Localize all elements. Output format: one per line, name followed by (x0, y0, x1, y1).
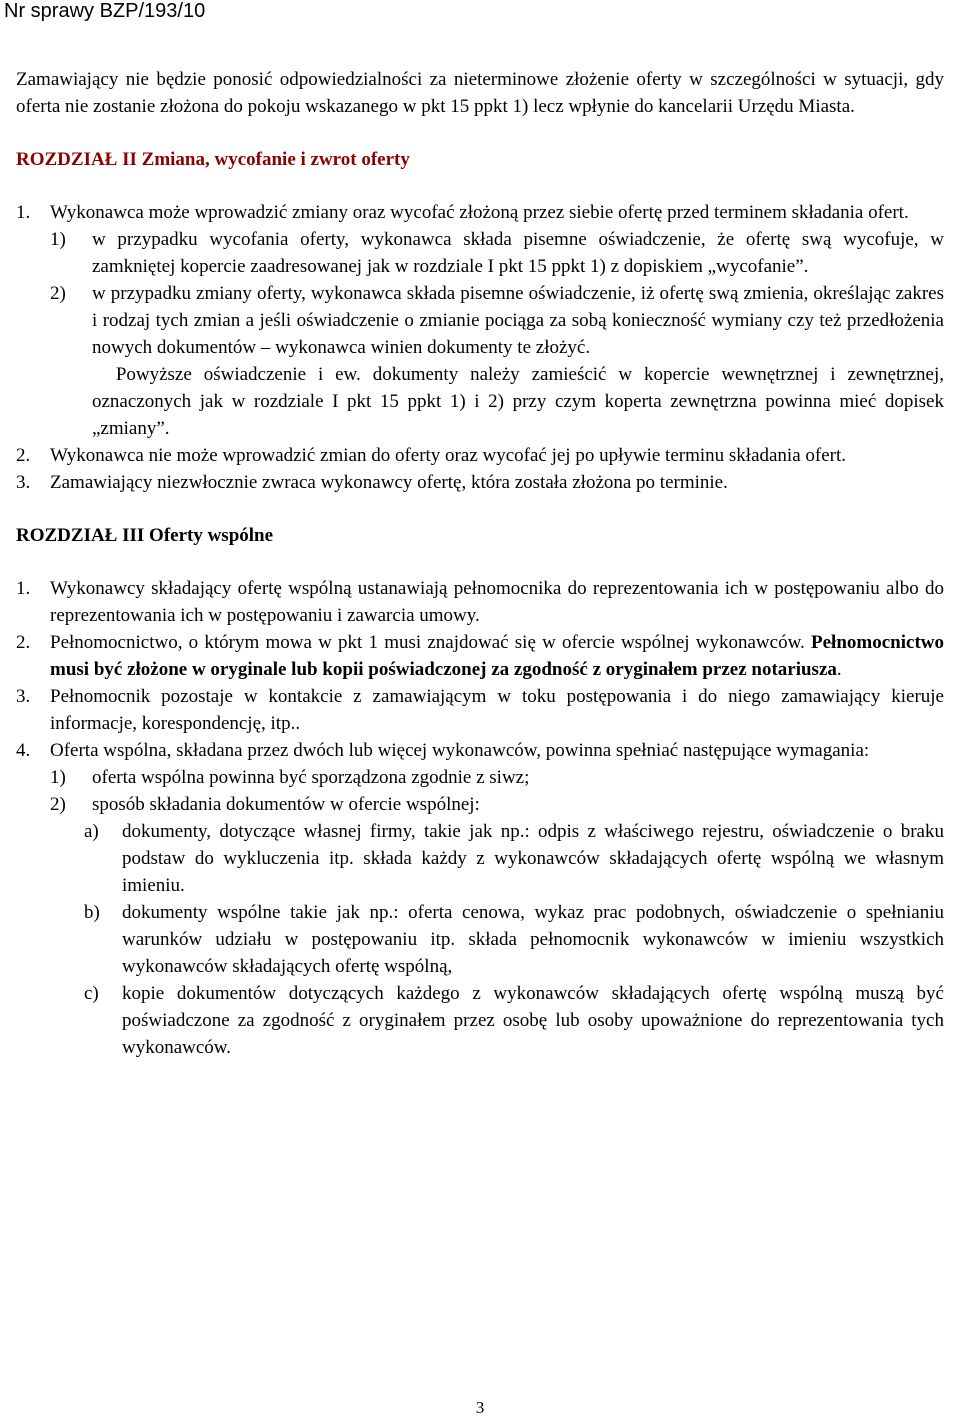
section-2-title: ROZDZIAŁ II Zmiana, wycofanie i zwrot oferty (16, 149, 410, 170)
list-text: w przypadku wycofania oferty, wykonawca składa pisemne oświadczenie, że ofertę swą wycofuje, w zamkniętej kopercie zaadresowanej jak w rozdziale I pkt 15 ppkt 1) z dopiskiem „wycofanie”. (92, 229, 944, 277)
s2-subitem-1 (16, 226, 944, 280)
list-text: oferta wspólna powinna być sporządzona zgodnie z siwz; (92, 767, 530, 788)
s2-item-1 (16, 199, 944, 226)
s3-subitem-1 (16, 764, 944, 791)
list-number: 3. (16, 686, 31, 707)
list-number: 2. (16, 445, 31, 466)
s2-item-3 (16, 469, 944, 496)
list-number: 3. (16, 472, 31, 493)
list-text: kopie dokumentów dotyczących każdego z wykonawców składających ofertę wspólną muszą być poświadczone za zgodność z oryginałem przez osobę lub osoby upoważnione do reprezentowania tych wykonawców. (122, 983, 944, 1058)
s2-subitem-2-note (16, 361, 944, 442)
s3-item-1 (16, 575, 944, 629)
s3-subitem-c (16, 980, 944, 1061)
s3-item-4 (16, 737, 944, 764)
intro-paragraph: Zamawiający nie będzie ponosić odpowiedzialności za nieterminowe złożenie oferty w szczególności w sytuacji, gdy oferta nie zostanie złożona do pokoju wskazanego w pkt 15 ppkt 1) lecz wpłynie do kancelarii Urzędu Miasta. (16, 69, 944, 117)
list-number: 4. (16, 740, 31, 761)
list-number: 1) (50, 767, 66, 788)
list-letter: c) (84, 983, 99, 1004)
list-letter: a) (84, 821, 99, 842)
list-text: Oferta wspólna, składana przez dwóch lub więcej wykonawców, powinna spełniać następujące wymagania: (50, 740, 870, 761)
s3-subitem-b (16, 899, 944, 980)
document-header: Nr sprawy BZP/193/10 (4, 0, 206, 22)
list-text: dokumenty wspólne takie jak np.: oferta cenowa, wykaz prac podobnych, oświadczenie o spełnianiu warunków udziału w postępowaniu itp. składa pełnomocnik wykonawców w imieniu wszystkich wykonawców składających ofertę wspólną, (122, 902, 944, 977)
s2-item-2 (16, 442, 944, 469)
s3-subitem-a (16, 818, 944, 899)
list-letter: b) (84, 902, 100, 923)
list-number: 1. (16, 202, 31, 223)
list-text: Wykonawca nie może wprowadzić zmian do oferty oraz wycofać jej po upływie terminu składania ofert. (50, 445, 847, 466)
note-text: Powyższe oświadczenie i ew. dokumenty należy zamieścić w kopercie wewnętrznej i zewnętrznej, oznaczonych jak w rozdziale I pkt 15 ppkt 1) i 2) przy czym koperta zewnętrzna powinna mieć dopisek „zmiany”. (92, 364, 944, 439)
list-number: 2) (50, 283, 66, 304)
document-body (16, 66, 944, 1061)
list-text: Wykonawcy składający ofertę wspólną ustanawiają pełnomocnika do reprezentowania ich w postępowaniu albo do reprezentowania ich w postępowaniu i zawarcia umowy. (50, 578, 944, 626)
s3-item-3 (16, 683, 944, 737)
s3-item-2 (16, 629, 944, 683)
section-3-title: ROZDZIAŁ III Oferty wspólne (16, 525, 274, 546)
page-number: 3 (475, 1398, 485, 1417)
list-text-bold: Pełnomocnictwo musi być złożone w oryginale lub kopii poświadczonej za zgodność z oryginałem przez notariusza (50, 632, 944, 680)
list-text: Zamawiający niezwłocznie zwraca wykonawcy ofertę, która została złożona po terminie. (50, 472, 728, 493)
list-number: 1. (16, 578, 31, 599)
s3-subitem-2 (16, 791, 944, 818)
list-number: 2) (50, 794, 66, 815)
list-text: Pełnomocnik pozostaje w kontakcie z zamawiającym w toku postępowania i do niego zamawiający kieruje informacje, korespondencję, itp.. (50, 686, 944, 734)
list-text: Pełnomocnictwo, o którym mowa w pkt 1 musi znajdować się w ofercie wspólnej wykonawców. (50, 632, 812, 653)
list-text: Wykonawca może wprowadzić zmiany oraz wycofać złożoną przez siebie ofertę przed terminem składania ofert. (50, 202, 909, 223)
list-text: sposób składania dokumentów w ofercie wspólnej: (92, 794, 480, 815)
list-text-end: . (836, 659, 842, 680)
list-number: 2. (16, 632, 31, 653)
list-number: 1) (50, 229, 66, 250)
s2-subitem-2 (16, 280, 944, 361)
list-text: w przypadku zmiany oferty, wykonawca składa pisemne oświadczenie, iż ofertę swą zmienia, określając zakres i rodzaj tych zmian a jeśli oświadczenie o zmianie pociąga za sobą konieczność wymiany czy też przedłożenia nowych dokumentów – wykonawca winien dokumenty te złożyć. (92, 283, 944, 358)
list-text: dokumenty, dotyczące własnej firmy, takie jak np.: odpis z właściwego rejestru, oświadczenie o braku podstaw do wykluczenia itp. składa każdy z wykonawców składających ofertę wspólną we własnym imieniu. (122, 821, 944, 896)
